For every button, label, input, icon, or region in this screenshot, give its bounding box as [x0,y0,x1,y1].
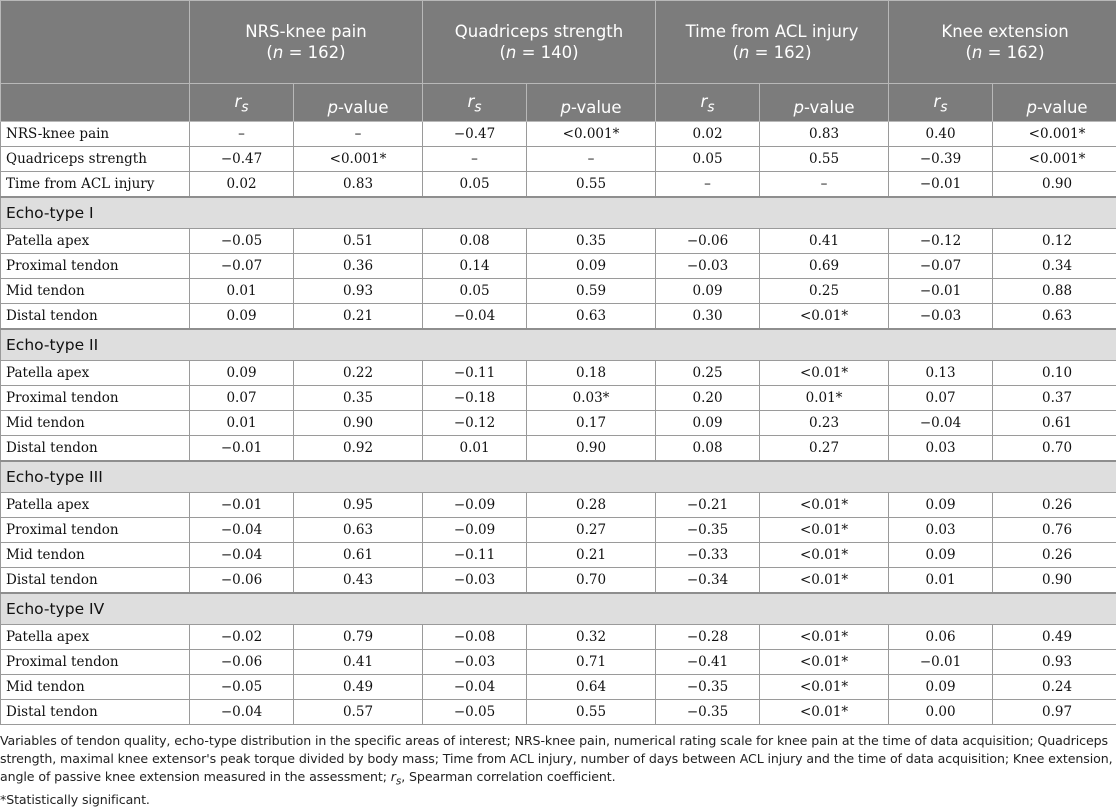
rs-cell: −0.18 [423,386,527,411]
rs-symbol: r [701,92,708,111]
section-header-row [1,197,1116,229]
rs-cell: −0.05 [190,229,294,254]
p-value-cell: 0.76 [993,518,1116,543]
rs-cell: 0.05 [423,279,527,304]
p-value-cell: 0.25 [760,279,889,304]
subheader-p-value [993,84,1116,122]
rs-cell: – [190,122,294,147]
p-value-cell: 0.27 [527,518,656,543]
col-header-n-suffix: = 140) [516,43,578,62]
col-header-n-prefix: ( [732,43,738,62]
row-label: Patella apex [1,361,190,386]
row-label: Proximal tendon [1,518,190,543]
row-label: Distal tendon [1,436,190,462]
table-row [1,386,1116,411]
row-label: Time from ACL injury [1,172,190,198]
p-value-cell: <0.01* [760,650,889,675]
table-row [1,675,1116,700]
rs-cell: −0.04 [190,518,294,543]
p-value-cell: 0.21 [294,304,423,330]
section-title: Echo-type II [1,329,1116,361]
rs-cell: −0.34 [656,568,760,594]
rs-cell: −0.01 [889,279,993,304]
row-label: Mid tendon [1,675,190,700]
table-row [1,254,1116,279]
rs-cell: −0.06 [190,568,294,594]
col-header-n-suffix: = 162) [982,43,1044,62]
p-value-cell: 0.35 [294,386,423,411]
rs-cell: −0.03 [656,254,760,279]
header-row-variables [1,1,1116,84]
p-value-cell: <0.01* [760,493,889,518]
col-header-n-prefix: ( [499,43,505,62]
rs-cell: 0.14 [423,254,527,279]
table-row [1,411,1116,436]
rs-cell: −0.04 [190,543,294,568]
rs-cell: 0.09 [889,543,993,568]
footnote-definitions [0,732,1113,791]
p-symbol: p [793,98,803,117]
row-label: NRS-knee pain [1,122,190,147]
table-row [1,568,1116,594]
rs-cell: 0.02 [656,122,760,147]
rs-cell: −0.11 [423,543,527,568]
table-footnote [0,732,1116,809]
footnote-rs-description: , Spearman correlation coefficient. [401,769,615,784]
rs-cell: −0.21 [656,493,760,518]
p-symbol: p [327,98,337,117]
col-header-n-var: n [972,43,982,62]
p-value-cell: 0.34 [993,254,1116,279]
p-value-cell: 0.27 [760,436,889,462]
p-symbol: p [1027,98,1037,117]
rs-subscript: s [241,99,248,115]
rs-cell: 0.03 [889,518,993,543]
row-label: Patella apex [1,493,190,518]
p-value-cell: 0.01* [760,386,889,411]
col-header-label: NRS-knee pain [245,22,366,41]
table-row [1,543,1116,568]
section-title: Echo-type III [1,461,1116,493]
rs-cell: −0.01 [889,650,993,675]
subheader-rs [423,84,527,122]
p-value-cell: 0.95 [294,493,423,518]
p-value-cell: <0.001* [527,122,656,147]
p-value-cell: 0.49 [294,675,423,700]
rs-cell: 0.20 [656,386,760,411]
col-header-label: Knee extension [941,22,1068,41]
section-title: Echo-type I [1,197,1116,229]
p-value-cell: <0.01* [760,304,889,330]
p-value-cell: 0.35 [527,229,656,254]
table-row [1,700,1116,725]
col-header-n-var: n [739,43,749,62]
rs-cell: −0.06 [656,229,760,254]
p-value-cell: 0.55 [760,147,889,172]
rs-cell: 0.00 [889,700,993,725]
footnote-rs-subscript: s [396,776,401,788]
rs-cell: 0.05 [656,147,760,172]
p-value-cell: 0.63 [294,518,423,543]
p-value-cell: <0.01* [760,568,889,594]
p-value-cell: 0.83 [294,172,423,198]
table-row [1,229,1116,254]
rs-symbol: r [934,92,941,111]
rs-cell: 0.03 [889,436,993,462]
p-value-cell: <0.01* [760,543,889,568]
table-row [1,436,1116,462]
p-value-suffix: -value [1037,98,1088,117]
p-value-cell: 0.79 [294,625,423,650]
table-body [1,122,1116,725]
subheader-rs [190,84,294,122]
rs-cell: −0.47 [190,147,294,172]
p-value-cell: 0.93 [993,650,1116,675]
p-value-cell: 0.93 [294,279,423,304]
p-value-cell: 0.36 [294,254,423,279]
subheader-rs [889,84,993,122]
rs-cell: −0.03 [423,568,527,594]
header-corner [1,1,190,84]
row-label: Mid tendon [1,543,190,568]
rs-cell: 0.05 [423,172,527,198]
p-value-cell: 0.09 [527,254,656,279]
col-header-n-var: n [273,43,283,62]
rs-cell: −0.11 [423,361,527,386]
rs-cell: 0.01 [190,411,294,436]
subheader-p-value [294,84,423,122]
p-value-cell: 0.83 [760,122,889,147]
table-row [1,172,1116,198]
rs-cell: 0.01 [889,568,993,594]
p-value-cell: 0.37 [993,386,1116,411]
p-value-cell: – [760,172,889,198]
p-value-cell: 0.90 [993,172,1116,198]
p-value-cell: 0.32 [527,625,656,650]
footnote-rs-symbol: r [391,769,396,784]
rs-cell: −0.35 [656,700,760,725]
rs-cell: 0.07 [190,386,294,411]
rs-cell: −0.08 [423,625,527,650]
col-header-n-suffix: = 162) [283,43,345,62]
rs-cell: −0.04 [889,411,993,436]
rs-cell: 0.09 [889,493,993,518]
p-value-cell: <0.01* [760,625,889,650]
rs-cell: −0.03 [423,650,527,675]
rs-cell: −0.05 [190,675,294,700]
rs-cell: −0.09 [423,493,527,518]
p-value-cell: 0.55 [527,700,656,725]
rs-cell: 0.01 [423,436,527,462]
row-label: Mid tendon [1,279,190,304]
p-value-cell: – [294,122,423,147]
rs-cell: −0.03 [889,304,993,330]
p-value-cell: 0.26 [993,493,1116,518]
p-value-cell: <0.01* [760,675,889,700]
p-value-cell: 0.18 [527,361,656,386]
table-row [1,147,1116,172]
subheader-p-value [760,84,889,122]
rs-cell: −0.04 [190,700,294,725]
rs-subscript: s [474,99,481,115]
p-value-cell: 0.70 [993,436,1116,462]
row-label: Proximal tendon [1,254,190,279]
p-value-cell: 0.41 [760,229,889,254]
col-header-n-prefix: ( [266,43,272,62]
rs-cell: −0.04 [423,675,527,700]
row-label: Distal tendon [1,700,190,725]
section-header-row [1,329,1116,361]
p-value-cell: <0.001* [993,122,1116,147]
col-header-nrs-knee-pain [190,1,423,84]
p-value-cell: 0.90 [527,436,656,462]
rs-cell: 0.08 [656,436,760,462]
rs-cell: −0.09 [423,518,527,543]
p-value-cell: 0.71 [527,650,656,675]
section-title: Echo-type IV [1,593,1116,625]
rs-cell: −0.07 [190,254,294,279]
p-value-cell: <0.01* [760,700,889,725]
p-value-cell: 0.97 [993,700,1116,725]
p-value-suffix: -value [571,98,622,117]
row-label: Quadriceps strength [1,147,190,172]
p-value-cell: 0.26 [993,543,1116,568]
p-value-cell: 0.90 [993,568,1116,594]
p-value-cell: 0.28 [527,493,656,518]
col-header-time-from-acl-injury [656,1,889,84]
rs-cell: −0.12 [889,229,993,254]
footnote-main-text: Variables of tendon quality, echo-type distribution in the specific areas of interest; NRS-knee pain, numerical rating scale for knee pain at the time of data acquisition; Quadriceps strength, maximal knee extensor's peak torque divided by body mass; Time from ACL injury, number of days between ACL injury and the time of data acquisition; Knee extension, angle of passive knee extension measured in the assessment; [0,733,1113,784]
section-header-row [1,593,1116,625]
table-row [1,279,1116,304]
rs-cell: −0.05 [423,700,527,725]
table-row [1,650,1116,675]
rs-symbol: r [235,92,242,111]
rs-cell: −0.35 [656,675,760,700]
p-value-cell: 0.64 [527,675,656,700]
table-row [1,122,1116,147]
rs-cell: 0.01 [190,279,294,304]
col-header-knee-extension [889,1,1116,84]
table-row [1,493,1116,518]
col-header-label: Time from ACL injury [686,22,859,41]
rs-cell: 0.09 [656,411,760,436]
p-value-cell: 0.23 [760,411,889,436]
p-value-cell: 0.55 [527,172,656,198]
rs-cell: 0.30 [656,304,760,330]
p-value-cell: <0.001* [993,147,1116,172]
p-value-cell: 0.69 [760,254,889,279]
p-value-cell: 0.12 [993,229,1116,254]
rs-cell: −0.39 [889,147,993,172]
row-label: Proximal tendon [1,650,190,675]
rs-cell: −0.12 [423,411,527,436]
p-value-cell: 0.59 [527,279,656,304]
row-label: Patella apex [1,229,190,254]
p-value-suffix: -value [804,98,855,117]
table-header [1,1,1116,122]
rs-subscript: s [707,99,714,115]
p-value-cell: 0.03* [527,386,656,411]
subheader-rs [656,84,760,122]
rs-cell: 0.09 [889,675,993,700]
p-value-cell: 0.10 [993,361,1116,386]
rs-cell: −0.06 [190,650,294,675]
table-row [1,304,1116,330]
col-header-n-suffix: = 162) [749,43,811,62]
rs-cell: 0.25 [656,361,760,386]
p-value-cell: 0.70 [527,568,656,594]
p-value-cell: 0.63 [527,304,656,330]
subheader-p-value [527,84,656,122]
p-value-cell: 0.22 [294,361,423,386]
rs-cell: −0.41 [656,650,760,675]
rs-subscript: s [940,99,947,115]
p-value-cell: 0.21 [527,543,656,568]
rs-cell: −0.35 [656,518,760,543]
rs-cell: 0.09 [190,361,294,386]
row-label: Patella apex [1,625,190,650]
rs-cell: −0.07 [889,254,993,279]
p-value-cell: 0.61 [294,543,423,568]
p-value-cell: <0.001* [294,147,423,172]
rs-cell: −0.01 [190,493,294,518]
rs-cell: 0.02 [190,172,294,198]
p-value-cell: – [527,147,656,172]
rs-cell: 0.13 [889,361,993,386]
p-value-suffix: -value [338,98,389,117]
section-header-row [1,461,1116,493]
p-value-cell: 0.43 [294,568,423,594]
col-header-n-prefix: ( [965,43,971,62]
table-row [1,625,1116,650]
p-value-cell: 0.61 [993,411,1116,436]
p-value-cell: 0.51 [294,229,423,254]
rs-cell: −0.01 [190,436,294,462]
rs-cell: −0.28 [656,625,760,650]
p-value-cell: 0.49 [993,625,1116,650]
rs-cell: 0.09 [656,279,760,304]
rs-cell: −0.02 [190,625,294,650]
rs-cell: −0.47 [423,122,527,147]
row-label: Distal tendon [1,568,190,594]
rs-cell: 0.08 [423,229,527,254]
header-row-statistics [1,84,1116,122]
p-value-cell: 0.63 [993,304,1116,330]
rs-cell: −0.04 [423,304,527,330]
p-value-cell: 0.17 [527,411,656,436]
p-value-cell: 0.57 [294,700,423,725]
p-value-cell: 0.24 [993,675,1116,700]
table-row [1,361,1116,386]
p-value-cell: 0.41 [294,650,423,675]
col-header-quadriceps-strength [423,1,656,84]
rs-cell: 0.09 [190,304,294,330]
rs-cell: −0.01 [889,172,993,198]
col-header-label: Quadriceps strength [455,22,623,41]
rs-cell: −0.33 [656,543,760,568]
row-label: Mid tendon [1,411,190,436]
rs-cell: 0.07 [889,386,993,411]
rs-cell: – [656,172,760,198]
rs-cell: 0.40 [889,122,993,147]
table-row [1,518,1116,543]
subheader-corner [1,84,190,122]
p-value-cell: 0.92 [294,436,423,462]
footnote-significance: *Statistically significant. [0,791,1113,809]
p-value-cell: 0.90 [294,411,423,436]
p-value-cell: <0.01* [760,361,889,386]
col-header-n-var: n [506,43,516,62]
row-label: Proximal tendon [1,386,190,411]
rs-symbol: r [468,92,475,111]
p-value-cell: 0.88 [993,279,1116,304]
rs-cell: – [423,147,527,172]
p-value-cell: <0.01* [760,518,889,543]
p-symbol: p [560,98,570,117]
rs-cell: 0.06 [889,625,993,650]
row-label: Distal tendon [1,304,190,330]
